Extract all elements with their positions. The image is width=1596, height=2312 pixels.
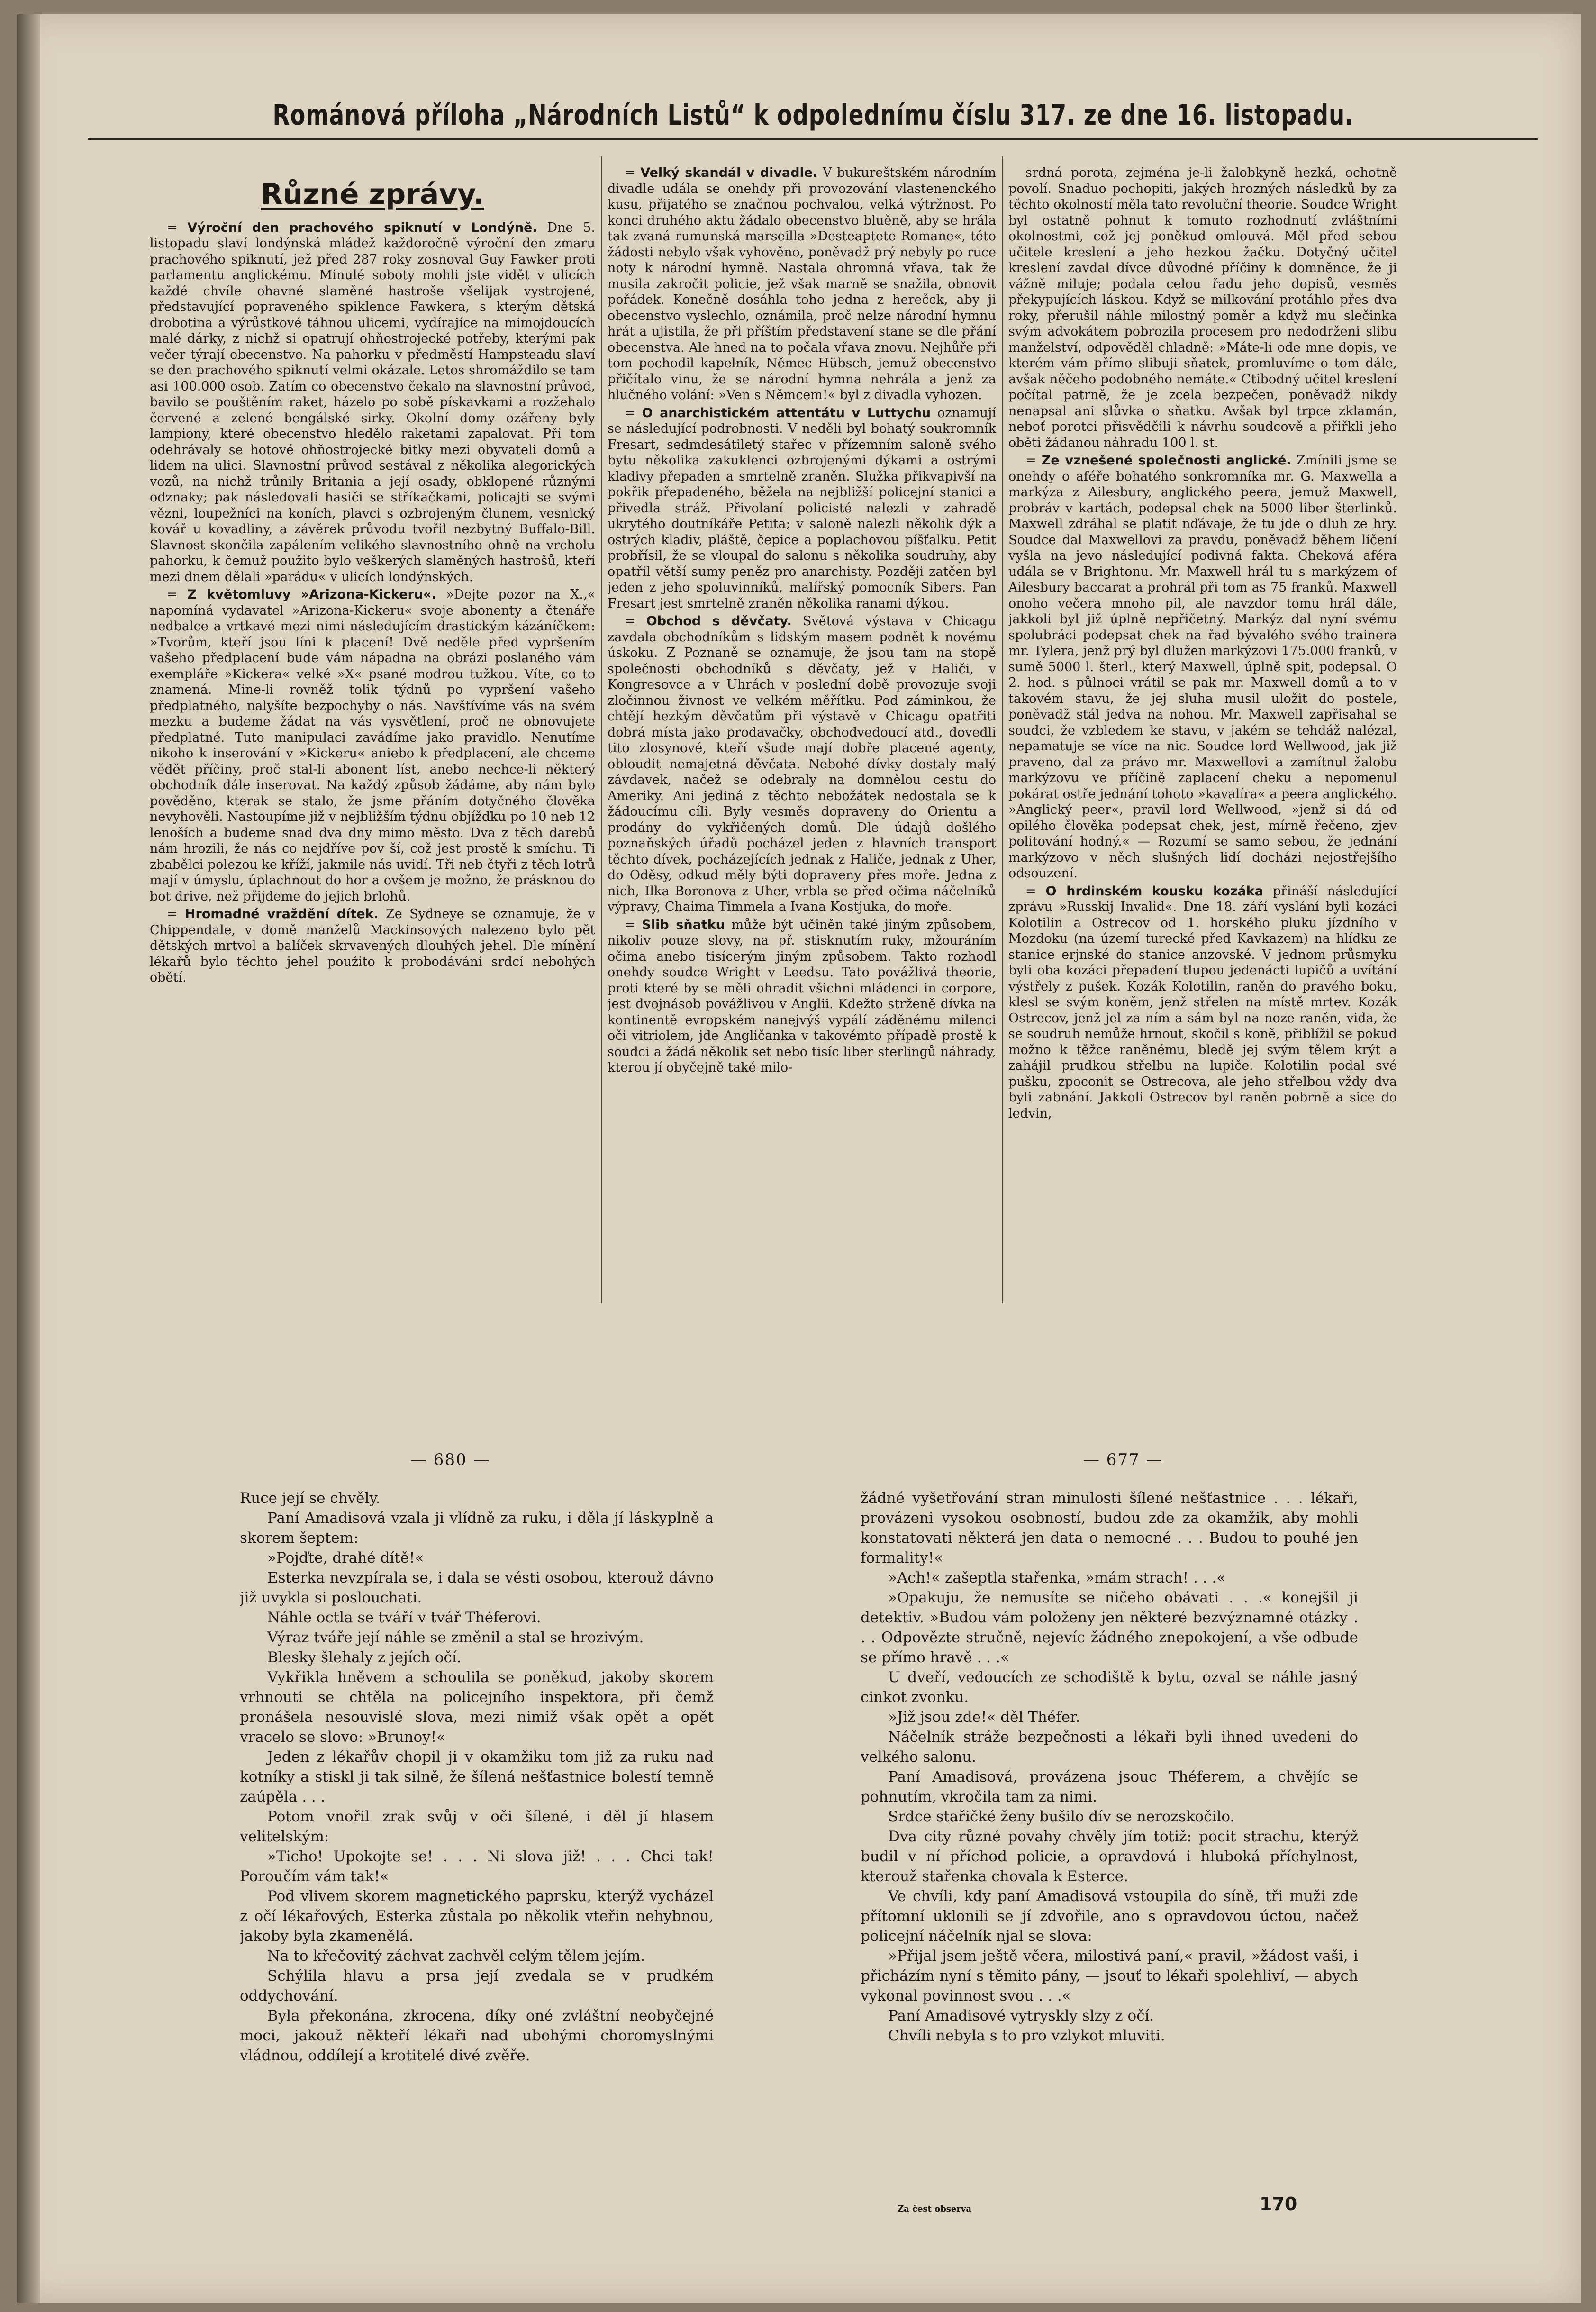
article-headline: Hromadné vraždění dítek. [184,907,379,921]
news-article: = O anarchistickém attentátu v Luttychu oznamují se následující podrobnosti. V neděli byl bohatý soukromník Fresart, sedmdesátiletý stařec v přízemním saloně svého bytu několika zakuklenci ozbrojenými dýkami a ostrými kladivy přepaden a smrtelně zraněn. Služka přikvapivší na pokřik přepadeného, běžela na nejbližší policejní stanici a přivedla stráž. Přivolaní policisté nalezli v zahradě ukrytého doutníkáře Petita; v saloně nalezli několik dýk a ostrých kladiv, pláště, čepice a poplachovou píšťalku. Petit probřísil, že se vloupal do salonu s několika soudruhy, aby opatřil větší sumy peněz pro anarchisty. Později zatčen byl jeden z jeho spoluvinníků, malířský pomocník Sibers. Pan Fresart jest smrtelně zraněn několika ranami dýkou. [608,405,996,611]
novel-paragraph: Paní Amadisová vzala ji vlídně za ruku, i děla jí láskyplně a skorem šeptem: [240,1510,714,1547]
novel-paragraph: Byla překonána, zkrocena, díky oné zvláštní neobyčejné moci, jakouž někteří lékaři nad ubohými choromyslnými vládnou, oddílejí a krotitelé divé zvěře. [240,2007,714,2064]
novel-paragraph: Blesky šlehaly z jejích očí. [267,1649,462,1666]
novel-paragraph: »Opakuju, že nemusíte se ničeho obávati . . .« konejšil ji detektiv. »Budou vám položeny jen některé bezvýznamné otázky . . . Odpovězte stručně, nejevíc žádného znepokojení, a vše odbude se přímo hravě . . .« [861,1589,1358,1666]
novel-paragraph: žádné vyšetřování stran minulosti šílené nešťastnice . . . lékaři, provázeni vysokou osobností, budou zde za okamžik, aby mohli konstatovati některá jen data o nemocné . . . Budou to pouhé jen formality!« [861,1490,1358,1566]
news-article: = Hromadné vraždění dítek. Ze Sydneye se oznamuje, že v Chippendale, v domě manželů Mackinsových nalezeno bylo pět dětských mrtvol a balíček skrvavených dlouhých jehel. Dle mínění lékařů bylo těchto jehel použito k probodávání srdcí nebohých obětí. [150,907,595,985]
novel-paragraph: Esterka nevzpírala se, i dala se vésti osobou, kterouž dávno již uvykla si poslouchati. [240,1569,714,1606]
article-headline: Obchod s děvčaty. [646,614,792,628]
novel-paragraph: Ruce její se chvěly. [240,1490,381,1507]
article-body: může být učiněn také jiným způsobem, nikoliv pouze slovy, na př. stisknutím ruky, mžouráním očima anebo tisícerým jiným způsobem. Takto rozhodl onehdy soudce Wright v Leedsu. Tato povážlivá theorie, proti které by se měli ohradit všichni mládenci in corpore, jest dvojnásob povážlivou v Anglii. Kdežto strženě dívka na kontinentě evropském nanejvýš vypálí záděnému milenci oči vitriolem, jde Angličanka v takovémto případě prostě k soudci a žádá několik set nebo tisíc liber sterlingů náhrady, kterou jí obyčejně také milo- [608,917,996,1075]
novel-paragraph: Výraz tváře její náhle se změnil a stal se hrozivým. [267,1629,644,1646]
article-headline: Z květomluvy »Arizona-Kickeru«. [187,587,436,602]
article-body: Dne 5. listopadu slaví londýnská mládež každoročně výroční den zmaru prachového spiknutí, jež před 287 roky zosnoval Guy Fawker proti parlamentu anglickému. Minulé soboty mohli jste vidět v ulicích každé chvíle ohavné slaměné hastroše všelijak vystrojené, představující popraveného spiklence Fawkera, s kterým dětská drobotina a výrůstkové táhnou ulicemi, vydírajíce na mimojdoucích malé dárky, z nichž si opatrují ohňostrojecké potřeby, kterými pak večer týrají obecenstvo. Na pahorku v předměstí Hampsteadu slaví se den prachového spiknutí velmi okázale. Letos shromáždilo se tam asi 100.000 osob. Zatím co obecenstvo čekalo na slavnostní průvod, bavilo se pouštěním raket, házelo po sobě pískavkami a rozžehalo červené a zelené bengálské sirky. Okolní domy ozářeny byly lampiony, které obecenstvo hledělo raketami zapalovat. Při tom odehrávaly se hotové ohňostrojecké bitky mezi obyvateli domů a lidem na ulici. Slavnostní průvod sestával z několika alegorických vozů, na nichž trůnily Britania a její osady, obklopené různými odznaky; pak následovali hasiči se stříkačkami, policajti se svými vězni, loupežníci na koních, plavci s ozbrojeným člunem, vesnický kovář u kovadliny, a závěrek průvodu tvořil nezbytný Buffalo-Bill. Slavnost skončila zapálením velikého slavnostního ohně na vrcholu pahorku, k čemuž použito bylo veškerých slaměných hastrošů, kteří mezi dnem dělali »parádu« v ulicích londýnských. [150,220,595,584]
left-page-number: — 680 — [410,1450,490,1469]
novel-right-text [861,1488,1358,2046]
column-2-articles [608,165,996,1076]
news-column-2 [608,165,996,1302]
news-article: = Ze vznešené společnosti anglické. Zmínili jsme se onehdy o aféře bohatého sonkromníka mr. G. Maxwella a markýza z Ailesbury, anglického peera, jemuž Maxwell, probráv v kartách, podepsal chek na 5000 liber šterlinků. Maxwell zdráhal se platit nďávaje, že tu jde o dluh ze hry. Soudce dal Maxwellovi za pravdu, poněvadž během líčení vyšla na jevo následující podivná fakta. Cheková aféra udála se v Brightonu. Mr. Maxwell hrál tu s markýzem of Ailesbury baccarat a prohrál při tom as 75 franků. Maxwell onoho večera mnoho pil, ale navzdor tomu hrál dále, jakkoli byl již úplně nepřičetný. Markýz dal nyní svému spolubráci podepsat chek na řad bývalého svého trainera mr. Tylera, jenž prý byl dlužen markýzovi 175.000 franků, v sumě 5000 l. šterl., který Maxwell, úplně spit, podepsal. O 2. hod. s půlnoci vrátil se pak mr. Maxwell domů a to v takovém stavu, že jej sluha musil uložit do postele, poněvadž stál jedva na nohou. Mr. Maxwell zapřisahal se soudci, že vzbledem ke stavu, v jakém se tehdáž nalézal, nepamatuje se více na nic. Soudce lord Wellwood, jak již praveno, dal za právo mr. Maxwellovi a zamítnul žalobu markýzovu ve příčině zaplacení cheku a nepomenul pokárat ostře jednání tohoto »kavalíra« a peera anglického. »Anglický peer«, pravil lord Wellwood, »jenž si dá od opilého člověka podepsat chek, jest, mírně řečeno, zjev politování hodný.« — Rozumí se samo sebou, že jednání markýzovo v něch slušných lidí docházi nejostřejšího odsouzení. [1008,453,1397,881]
section-title: Různé zprávy. [261,178,484,211]
novel-paragraph: Potom vnořil zrak svůj v oči šílené, i děl jí hlasem velitelským: [240,1808,714,1845]
article-headline: Velký skandál v divadle. [640,165,818,180]
novel-paragraph: Jeden z lékařův chopil ji v okamžiku tom již za ruku nad kotníky a stiskl ji tak silně, že šílená nešťastnice bolestí temně zaúpěla . . . [240,1748,714,1805]
novel-paragraph: Paní Amadisová, provázena jsouc Théferem, a chvějíc se pohnutím, vkročila tam za nimi. [861,1768,1358,1805]
news-article: = Velký skandál v divadle. V bukureštském národním divadle udála se onehdy při provozování vlastenenckého kusu, přijatého se značnou pochvalou, velká výtržnost. Po konci druhého aktu žádalo obecenstvo bluěně, aby se hrála tak zvaná rumunská marseilla »Desteaptete Romane«, této žádosti nebylo však vyhověno, poněvadž prý nebyly po ruce noty k národní hymně. Nastala ohromná vřava, tak že musila zakročit policie, jež však marně se snažila, obnovit pořádek. Konečně dosáhla toho jedna z herečck, aby ji obecenstvo vyslechlo, oznámila, proč nelze národní hymnu hrát a ujistila, že při příštím představení stane se dle přání obecenstva. Ale hned na to počala vřava znovu. Nejhůře při tom pochodil kapelník, Němec Hübsch, jemuž obecenstvo přičítalo vinu, že se národní hymna nehrála a jenž za hlučného volání: »Ven s Němcem!« byl z divadla vyhozen. [608,165,996,402]
news-article [1008,165,1397,451]
sheet-number: 170 [1260,2194,1297,2214]
page-binding-edge [17,14,40,2303]
news-article: = Z květomluvy »Arizona-Kickeru«. »Dejte pozor na X.,« napomíná vydavatel »Arizona-Kickeru« svoje abonenty a čtenáře nedbalce a vrtkavé mezi nimi následujícím drastickým kázáníčkem: »Tvorům, kteří jsou líni k placení! Dvě neděle před vypršením vašeho předplacení bude vám nápadna na obrázi poslaného vám exempláře »Kickera« velké »X« psané modrou tužkou. Víte, co to znamená. Mine-li rovněž tolik týdnů po vypršení vašeho předplatného, nalyšíte bezpochyby o nás. Navštívíme vás na svém mezku a budeme žádat na vás vysvětlení, proč ne obnovujete předplatné. Tuto manipulaci zavádíme jako pravidlo. Nenutíme nikoho k inserování v »Kickeru« aniebo k předplacení, ale chceme vědět příčiny, proč stal-li abonent líst, anebo nechce-li některý obchodník dále inserovat. Na každý způsob žádáme, aby nám bylo pověděno, kterak se stalo, že jsme přáním dotyčného člověka nevyhověli. Nastoupíme již v nejbližším týdnu objížďku po 10 neb 12 lenoších a budeme snad dva dny mimo město. Dva z těch darebů nám hrozili, že nás co nejdříve pov ší, což jest prostě k smíchu. Ti zbabělci polezou ke kříží, jakmile nás uvidí. Tři neb čtyři z těch lotrů mají v úmyslu, úplachnout do hor a ovšem je možno, že prásknou do bot drive, než přijdeme do jejich brlohů. [150,587,595,904]
news-article: = Výroční den prachového spiknutí v Londýně. Dne 5. listopadu slaví londýnská mládež každoročně výroční den zmaru prachového spiknutí, jež před 287 roky zosnoval Guy Fawker proti parlamentu anglickému. Minulé soboty mohli jste vidět v ulicích každé chvíle ohavné slaměné hastroše všelijak vystrojené, představující popraveného spiklence Fawkera, s kterým dětská drobotina a výrůstkové táhnou ulicemi, vydírajíce na mimojdoucích malé dárky, z nichž si opatrují ohňostrojecké potřeby, kterými pak večer týrají obecenstvo. Na pahorku v předměstí Hampsteadu slaví se den prachového spiknutí velmi okázale. Letos shromáždilo se tam asi 100.000 osob. Zatím co obecenstvo čekalo na slavnostní průvod, bavilo se pouštěním raket, házelo po sobě pískavkami a rozžehalo červené a zelené bengálské sirky. Okolní domy ozářeny byly lampiony, které obecenstvo hledělo raketami zapalovat. Při tom odehrávaly se hotové ohňostrojecké bitky mezi obyvateli domů a lidem na ulici. Slavnostní průvod sestával z několika alegorických vozů, na nichž trůnily Britania a její osady, obklopené různými odznaky; pak následovali hasiči se stříkačkami, policajti se svými vězni, loupežníci na koních, plavci s ozbrojeným člunem, vesnický kovář u kovadliny, a závěrek průvodu tvořil nezbytný Buffalo-Bill. Slavnost skončila zapálením velikého slavnostního ohně na vrcholu pahorku, k čemuž použito bylo veškerých slaměných hastrošů, kteří mezi dnem dělali »parádu« v ulicích londýnských. [150,220,595,584]
article-body: přináší následující zprávu »Russkij Invalid«. Dne 18. září vyslání byli kozáci Kolotilin a Ostrecov od 1. horského pluku jízdního v Mozdoku (na území turecké před Kavkazem) na hlídku ze stanice erjnské do stanice anzovské. V jednom průsmyku byli oba kozáci přepadení tlupou jedenácti lupičů a uvítání výstřely z pušek. Kozák Kolotilin, raněn do pravého boku, klesl se svým koněm, jenž střelen na místě mrtev. Kozák Ostrecov, jenž jel za ním a sám byl na noze raněn, vida, že se soudruh nemůže hrnout, skočil s koně, přiblížil se pokud možno k těžce raněnému, bledě jej svým tělem krýt a zahájil prudkou střelbu na lupiče. Kolotilin podal své pušku, zpoconit se Ostrecova, ale jeho střelbou vždy dva byli zabnání. Jakkoli Ostrecov byl raněn pobrně a sice do ledvin, [1008,883,1397,1121]
novel-left-text [240,1488,714,2066]
novel-paragraph: Vykřikla hněvem a schoulila se poněkud, jakoby skorem vrhnouti se chtěla na policejního inspektora, při čemž pronášela nesouvislé slova, mezi nimiž však opět a opět vracelo se slovo: »Brunoy!« [240,1669,714,1746]
article-headline: Výroční den prachového spiknutí v Londýně. [187,220,537,235]
article-body: srdná porota, zejména je-li žalobkyně hezká, ochotně povolí. Snaduo pochopiti, jakých hrozných následků by za těchto okolností měla tato revoluční theorie. Soudce Wright byl ostatně pohnut k tomuto rozhodnutí zvláštními okolnostmi, což jej poněkud omlouvá. Měl před sebou učitele kreslení a jeho hezkou žačku. Dotyčný učitel kreslení zavdal dívce důvodné příčiny k domněnce, že ji vážně miluje; podala celou řadu jeho dopisů, vesměs překypujících láskou. Když se milkování protáhlo přes dva roky, přerušil náhle milostný poměr a když mu slečinka svým advokátem pobrozila procesem pro nedodrženi slibu manželství, odpověděl chladně: »Máte-li ode mne dopis, ve kterém vám přímo slibuji sňatek, promluvíme o tom dále, avšak něčeho podobného nemáte.« Ctibodný učitel kreslení počítal patrně, že je zcela bezpečen, poněvadž nikdy nenapsal ani slůvka o sňatku. Avšak byl trpce zklamán, neboť porotci přisvědčili k návrhu soudcově a přiřkli jeho oběti žádanou náhradu 100 l. st. [1008,165,1397,450]
article-body: oznamují se následující podrobnosti. V neděli byl bohatý soukromník Fresart, sedmdesátiletý stařec v přízemním saloně svého bytu několika zakuklenci ozbrojenými dýkami a ostrými kladivy přepaden a smrtelně zraněn. Služka přikvapivší na pokřik přepadeného, běžela na nejbližší policejní stanici a přivedla stráž. Přivolaní policisté nalezli v zahradě ukrytého doutníkáře Petita; v saloně nalezli několik dýk a ostrých kladiv, pláště, čepice a poplachovou píšťalku. Petit probřísil, že se vloupal do salonu s několika soudruhy, aby opatřil větší sumy peněz pro anarchisty. Později zatčen byl jeden z jeho spoluvinníků, malířský pomocník Sibers. Pan Fresart jest smrtelně zraněn několika ranami dýkou. [608,405,996,611]
right-page-number: — 677 — [1083,1450,1163,1469]
novel-paragraph: Chvíli nebyla s to pro vzlykot mluviti. [888,2027,1165,2044]
article-body: Světová výstava v Chicagu zavdala obchodníkům s lidským masem podnět k novému úskoku. Z Poznaně se oznamuje, že jsou tam na stopě společnosti obchodníků s děvčaty, jež v Haliči, v Kongresovce a v Uhrách v poslední době provozuje svoji zločinnou živnost ve velkém měřítku. Pod záminkou, že chtějí hezkým děvčatům při výstavě v Chicagu opatřiti dobrá místa jako prodavačky, obchodvedoucí atd., dovedli tito zlosynové, kteří všude mají dobře placené agenty, obloudit nemajetná děvčata. Nebohé dívky dostaly malý závdavek, načež se odebraly na domnělou cestu do Ameriky. Ani jediná z těchto nebožátek nedostala se k žádoucímu cíli. Byly vesměs dopraveny do Orientu a prodány do vykřičených domů. Dle údajů došlého poznaňských úřadů pocházel jeden z hlavních transport těchto dívek, pocházejících jednak z Haliče, jednak z Uher, do Oděsy, odkud měly býti dopraveny přes moře. Jedna z nich, Ilka Boronova z Uher, vrbla se před očima náčelníků výpravy, Chaima Timmela a Ivana Kostjuka, do moře. [608,614,996,914]
article-headline: Ze vznešené společnosti anglické. [1041,453,1291,468]
article-body: Zmínili jsme se onehdy o aféře bohatého sonkromníka mr. G. Maxwella a markýza z Ailesbury, anglického peera, jemuž Maxwell, probráv v kartách, podepsal chek na 5000 liber šterlinků. Maxwell zdráhal se platit nďávaje, že tu jde o dluh ze hry. Soudce dal Maxwellovi za pravdu, poněvadž během líčení vyšla na jevo následující podivná fakta. Cheková aféra udála se v Brightonu. Mr. Maxwell hrál tu s markýzem of Ailesbury baccarat a prohrál při tom as 75 franků. Maxwell onoho večera mnoho pil, ale navzdor tomu hrál dále, jakkoli byl již úplně nepřičetný. Markýz dal nyní svému spolubráci podepsat chek na řad bývalého svého trainera mr. Tylera, jenž prý byl dlužen markýzovi 175.000 franků, v sumě 5000 l. šterl., který Maxwell, úplně spit, podepsal. O 2. hod. s půlnoci vrátil se pak mr. Maxwell domů a to v takovém stavu, že jej sluha musil uložit do postele, poněvadž stál jedva na nohou. Mr. Maxwell zapřisahal se soudci, že vzbledem ke stavu, v jakém se tehdáž nalézal, nepamatuje se více na nic. Soudce lord Wellwood, jak již praveno, dal za právo mr. Maxwellovi a zamítnul žalobu markýzovu ve příčině zaplacení cheku a nepomenul pokárat ostře jednání tohoto »kavalíra« a peera anglického. »Anglický peer«, pravil lord Wellwood, »jenž si dá od opilého člověka podepsat chek, jest, mírně řečeno, zjev politování hodný.« — Rozumí se samo sebou, že jednání markýzovo v něch slušných lidí docházi nejostřejšího odsouzení. [1008,453,1397,881]
news-column-3 [1008,165,1397,1302]
column-1-articles [150,220,595,986]
novel-right-page [861,1488,1358,2199]
news-column-1 [150,165,595,1302]
article-body: V bukureštském národním divadle udála se onehdy při provozování vlastenenckého kusu, přijatého se značnou pochvalou, velká výtržnost. Po konci druhého aktu žádalo obecenstvo bluěně, aby se hrála tak zvaná rumunská marseilla »Desteaptete Romane«, této žádosti nebylo však vyhověno, poněvadž prý nebyly po ruce noty k národní hymně. Nastala ohromná vřava, tak že musila zakročit policie, jež však marně se snažila, obnovit pořádek. Konečně dosáhla toho jedna z herečck, aby ji obecenstvo vyslechlo, oznámila, proč nelze národní hymnu hrát a ujistila, že při příštím představení stane se dle přání obecenstva. Ale hned na to počala vřava znovu. Nejhůře při tom pochodil kapelník, Němec Hübsch, jemuž obecenstvo přičítalo vinu, že se národní hymna nehrála a jenž za hlučného volání: »Ven s Němcem!« byl z divadla vyhozen. [608,165,996,402]
novel-paragraph: Ve chvíli, kdy paní Amadisová vstoupila do síně, tři muži zde přítomní uklonili se jí zdvořile, ano s opravdovou úctou, načež policejní náčelník njal se slova: [861,1888,1358,1945]
news-article: = Obchod s děvčaty. Světová výstava v Chicagu zavdala obchodníkům s lidským masem podnět k novému úskoku. Z Poznaně se oznamuje, že jsou tam na stopě společnosti obchodníků s děvčaty, jež v Haliči, v Kongresovce a v Uhrách v poslední době provozuje svoji zločinnou živnost ve velkém měřítku. Pod záminkou, že chtějí hezkým děvčatům při výstavě v Chicagu opatřiti dobrá místa jako prodavačky, obchodvedoucí atd., dovedli tito zlosynové, kteří všude mají dobře placené agenty, obloudit nemajetná děvčata. Nebohé dívky dostaly malý závdavek, načež se odebraly na domnělou cestu do Ameriky. Ani jediná z těchto nebožátek nedostala se k žádoucímu cíli. Byly vesměs dopraveny do Orientu a prodány do vykřičených domů. Dle údajů došlého poznaňských úřadů pocházel jeden z hlavních transport těchto dívek, pocházejících jednak z Haliče, jednak z Uher, do Oděsy, odkud měly býti dopraveny přes moře. Jedna z nich, Ilka Boronova z Uher, vrbla se před očima náčelníků výpravy, Chaima Timmela a Ivana Kostjuka, do moře. [608,614,996,914]
column-3-articles [1008,165,1397,1121]
article-headline: O hrdinském kousku kozáka [1045,883,1263,899]
news-article: = Slib sňatku může být učiněn také jiným způsobem, nikoliv pouze slovy, na př. stisknutím ruky, mžouráním očima anebo tisícerým jiným způsobem. Takto rozhodl onehdy soudce Wright v Leedsu. Tato povážlivá theorie, proti které by se měli ohradit všichni mládenci in corpore, jest dvojnásob povážlivou v Anglii. Kdežto strženě dívka na kontinentě evropském nanejvýš vypálí záděnému milenci oči vitriolem, jde Angličanka v takovémto případě prostě k soudci a žádá několik set nebo tisíc liber sterlingů náhrady, kterou jí obyčejně také milo- [608,917,996,1075]
novel-paragraph: Náčelník stráže bezpečnosti a lékaři byli ihned uvedeni do velkého salonu. [861,1729,1358,1766]
novel-paragraph: Schýlila hlavu a prsa její zvedala se v prudkém oddychování. [240,1967,714,2004]
novel-paragraph: »Pojďte, drahé dítě!« [267,1549,424,1566]
novel-paragraph: U dveří, vedoucích ze schodiště k bytu, ozval se náhle jasný cinkot zvonku. [861,1669,1358,1706]
article-body: »Dejte pozor na X.,« napomíná vydavatel »Arizona-Kickeru« svoje abonenty a čtenáře nedbalce a vrtkavé mezi nimi následujícím drastickým kázáníčkem: »Tvorům, kteří jsou líni k placení! Dvě neděle před vypršením vašeho předplacení bude vám nápadna na obrázi poslaného vám exempláře »Kickera« velké »X« psané modrou tužkou. Víte, co to znamená. Mine-li rovněž tolik týdnů po vypršení vašeho předplatného, nalyšíte bezpochyby o nás. Navštívíme vás na svém mezku a budeme žádat na vás vysvětlení, proč ne obnovujete předplatné. Tuto manipulaci zavádíme jako pravidlo. Nenutíme nikoho k inserování v »Kickeru« aniebo k předplacení, ale chceme vědět příčiny, proč stal-li abonent líst, anebo nechce-li některý obchodník dále inserovat. Na každý způsob žádáme, aby nám bylo pověděno, kterak se stalo, že jsme přáním dotyčného člověka nevyhověli. Nastoupíme již v nejbližším týdnu objížďku po 10 neb 12 lenoších a budeme snad dva dny mimo město. Dva z těch darebů nám hrozili, že nás co nejdříve pov ší, což jest prostě k smíchu. Ti zbabělci polezou ke kříží, jakmile nás uvidí. Tři neb čtyři z těch lotrů mají v úmyslu, úplachnout do hor a ovšem je možno, že prásknou do bot drive, než přijdeme do jejich brlohů. [150,587,595,904]
novel-paragraph: »Přijal jsem ještě včera, milostivá paní,« pravil, »žádost vaši, i přicházím nyní s těmito pány, — jsouť to lékaři spolehliví, — abych vykonal povinnost svou . . .« [861,1948,1358,2004]
novel-paragraph: Pod vlivem skorem magnetického paprsku, kterýž vycházel z očí lékařových, Esterka zůstala po několik vteřin nehybnou, jakoby byla zkamenělá. [240,1888,714,1945]
article-body: Ze Sydneye se oznamuje, že v Chippendale, v domě manželů Mackinsových nalezeno bylo pět dětských mrtvol a balíček skrvavených dlouhých jehel. Dle mínění lékařů bylo těchto jehel použito k probodávání srdcí nebohých obětí. [150,907,595,985]
column-divider [601,156,602,1303]
news-article: = O hrdinském kousku kozáka přináší následující zprávu »Russkij Invalid«. Dne 18. září vyslání byli kozáci Kolotilin a Ostrecov od 1. horského pluku jízdního v Mozdoku (na území turecké před Kavkazem) na hlídku ze stanice erjnské do stanice anzovské. V jednom průsmyku byli oba kozáci přepadení tlupou jedenácti lupičů a uvítání výstřely z pušek. Kozák Kolotilin, raněn do pravého boku, klesl se svým koněm, jenž střelen na místě mrtev. Kozák Ostrecov, jenž jel za ním a sám byl na noze raněn, vida, že se soudruh nemůže hrnout, skočil s koně, přiblížil se pokud možno k těžce raněnému, bledě jej svým tělem krýt a zahájil prudkou střelbu na lupiče. Kolotilin podal své pušku, zpoconit se Ostrecova, ale jeho střelbou vždy dva byli zabnání. Jakkoli Ostrecov byl raněn pobrně a sice do ledvin, [1008,883,1397,1121]
novel-paragraph: Náhle octla se tváří v tvář Théferovi. [267,1609,541,1626]
column-divider [1002,156,1003,1303]
article-headline: O anarchistickém attentátu v Luttychu [642,405,931,420]
novel-paragraph: »Již jsou zde!« děl Théfer. [888,1709,1080,1726]
novel-paragraph: Paní Amadisové vytryskly slzy z očí. [888,2007,1154,2024]
novel-paragraph: »Ticho! Upokojte se! . . . Ni slova již! . . . Chci tak! Poroučím vám tak!« [240,1848,714,1885]
novel-paragraph: Na to křečovitý záchvat zachvěl celým tělem jejím. [267,1948,645,1965]
article-headline: Slib sňatku [642,917,725,932]
newspaper-page [17,14,1581,2303]
header-rule [88,138,1538,140]
novel-paragraph: Srdce stařičké ženy bušilo dív se nerozskočilo. [888,1808,1235,1825]
printer-signature: Za čest observa [898,2204,971,2214]
novel-paragraph: »Ach!« zašeptla stařenka, »mám strach! . . .« [888,1569,1226,1586]
novel-left-page [240,1488,714,2199]
novel-paragraph: Dva city různé povahy chvěly jím totiž: pocit strachu, kterýž budil v ní příchod policie, a opravdová i hluboká příchylnost, kterouž stařenka chovala k Esterce. [861,1828,1358,1885]
page-header: Románová příloha „Národních Listů“ k odpolednímu číslu 317. ze dne 16. listopadu. [272,99,1354,132]
